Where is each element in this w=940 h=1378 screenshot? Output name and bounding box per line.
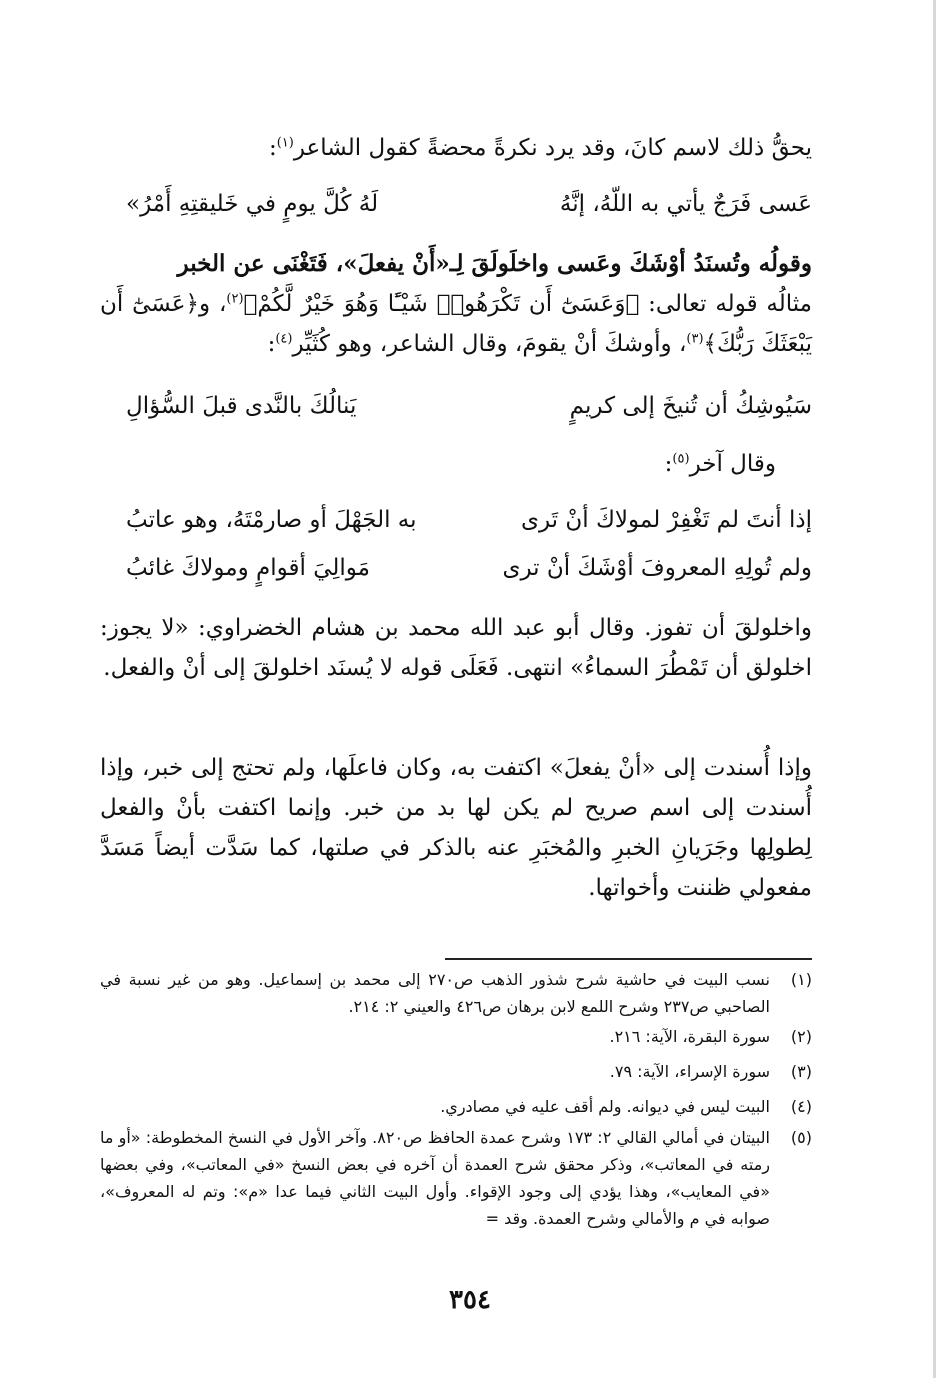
another-poet-colon: : [664, 451, 673, 477]
verse-4 [100, 548, 812, 588]
footnote-4-text: البيت ليس في ديوانه. ولم أقف عليه في مصادري. [440, 1097, 770, 1116]
footnote-2-text: سورة البقرة، الآية: ٢١٦. [609, 1027, 770, 1046]
footnote-ref-5: (٥) [672, 451, 690, 467]
verse-4-first-hemistich: ولم تُولِهِ المعروفَ أوْشَكَ أنْ ترى [502, 555, 812, 581]
footnote-2-number: (٢) [790, 1027, 812, 1046]
footnote-3-text: سورة الإسراء، الآية: ٧٩. [609, 1062, 770, 1081]
verse-4-second-hemistich: مَوالِيَ أقوامٍ ومولاكَ غائبُ [126, 555, 371, 581]
verse-2 [100, 386, 812, 426]
verse-3 [100, 500, 812, 540]
footnote-ref-2: (٢) [226, 291, 244, 307]
paragraph-another-poet [100, 444, 812, 484]
footnote-1 [100, 966, 812, 1020]
quran-quote-1: مثالُه قوله تعالى: ﴿وَعَسَىٰٓ أَن تَكْرَهُوا۟ شَيْـًٔا وَهُوَ خَيْرٌ لَّكُمْ﴾ [243, 291, 813, 317]
another-poet-text: وقال آخر [689, 451, 776, 477]
awshak-colon: : [267, 331, 276, 357]
footnote-5-text: البيتان في أمالي القالي ٢: ١٧٣ وشرح عمدة الحافظ ص٨٢٠. وآخر الأول في النسخ المخطوطة: «أو ما رمته في المعاتب»، وذكر محقق شرح العمدة أن آخره في بعض النسخ «في المعاتب»، وفي بعضها «في المعايب»، وهذا يؤدي إلى وجود الإقواء. وأول البيت الثاني فيما عدا «م»: وتم له المعروف»، صوابه في م والأمالي وشرح العمدة. وقد = [100, 1128, 770, 1228]
footnote-4 [100, 1093, 812, 1120]
footnote-2 [100, 1023, 812, 1050]
verse-3-second-hemistich: به الجَهْلَ أو صارمْتَهُ، وهو عاتبُ [126, 507, 417, 533]
verse-1-second-hemistich: لَهُ كُلَّ يومٍ في خَليقتِهِ أَمْرُ» [126, 191, 379, 217]
paragraph-intro [100, 128, 812, 168]
awshak-example: ، وأوشكَ أنْ يقومَ، وقال الشاعر، وهو كُثَيِّر [292, 331, 687, 357]
footnote-3 [100, 1058, 812, 1085]
verse-3-first-hemistich: إذا أنتَ لم تَغْفِرْ لمولاكَ أنْ تَرى [520, 507, 812, 533]
footnote-5 [100, 1124, 812, 1232]
verse-2-first-hemistich: سَيُوشِكُ أن تُنيخَ إلى كريمٍ [569, 393, 812, 419]
paragraph-awshak [100, 244, 812, 364]
footnote-1-number: (١) [790, 970, 812, 989]
verse-1 [100, 184, 812, 224]
quran-quote-2: ، و﴿عَسَىٰٓ أَن يَبْعَثَكَ رَبُّكَ﴾ [100, 291, 812, 357]
footnote-3-number: (٣) [790, 1062, 812, 1081]
paragraph-ikhlawlaq: واخلولقَ أن تفوز. وقال أبو عبد الله محمد بن هشام الخضراوي: «لا يجوز: اخلولق أن تَمْطُرَ السماءُ» انتهى. فَعَلَى قوله لا يُسنَد اخلولقَ إلى أنْ والفعل. [100, 615, 812, 681]
footnote-ref-1: (١) [276, 135, 294, 151]
footnote-4-number: (٤) [790, 1097, 812, 1116]
intro-text: يحقُّ ذلك لاسم كانَ، وقد يرد نكرةً محضةً كقول الشاعر [293, 135, 812, 161]
page-edge-shadow [933, 0, 936, 1378]
intro-colon: : [268, 135, 277, 161]
footnote-1-text: نسب البيت في حاشية شرح شذور الذهب ص٢٧٠ إلى محمد بن إسماعيل. وهو من غير نسبة في الصاحبي ص٢٣٧ وشرح اللمع لابن برهان ص٤٢٦ والعيني ٢: ٢١٤. [100, 970, 770, 1016]
footnote-separator [445, 958, 812, 960]
verse-2-second-hemistich: يَنالُكَ بالنَّدى قبلَ السُّؤالِ [126, 393, 357, 419]
matn-quote: وقولُه وتُسنَدُ أوْشَكَ وعَسى واخلَولَقَ لِـ«أَنْ يفعلَ»، فَتَغْنَى عن الخبر [177, 250, 812, 277]
paragraph-isnad: وإذا أُسندت إلى «أنْ يفعلَ» اكتفت به، وكان فاعلَها، ولم تحتج إلى خبر، وإذا أُسندت إلى اسم صريح لم يكن لها بد من خبر. وإنما اكتفت بأنْ والفعل لِطولِها وجَرَيانِ الخبرِ والمُخبَرِ عنه بالذكر في صلتها، كما سَدَّت أيضاً مَسَدَّ مفعولي ظننت وأخواتها. [100, 755, 812, 901]
footnote-ref-3: (٣) [686, 331, 704, 347]
page-number: ٣٥٤ [449, 1285, 491, 1315]
verse-1-first-hemistich: عَسى فَرَجٌ يأتي به اللّهُ، إنَّهُ [559, 191, 812, 217]
footnote-5-number: (٥) [790, 1128, 812, 1147]
footnote-ref-4: (٤) [275, 331, 293, 347]
